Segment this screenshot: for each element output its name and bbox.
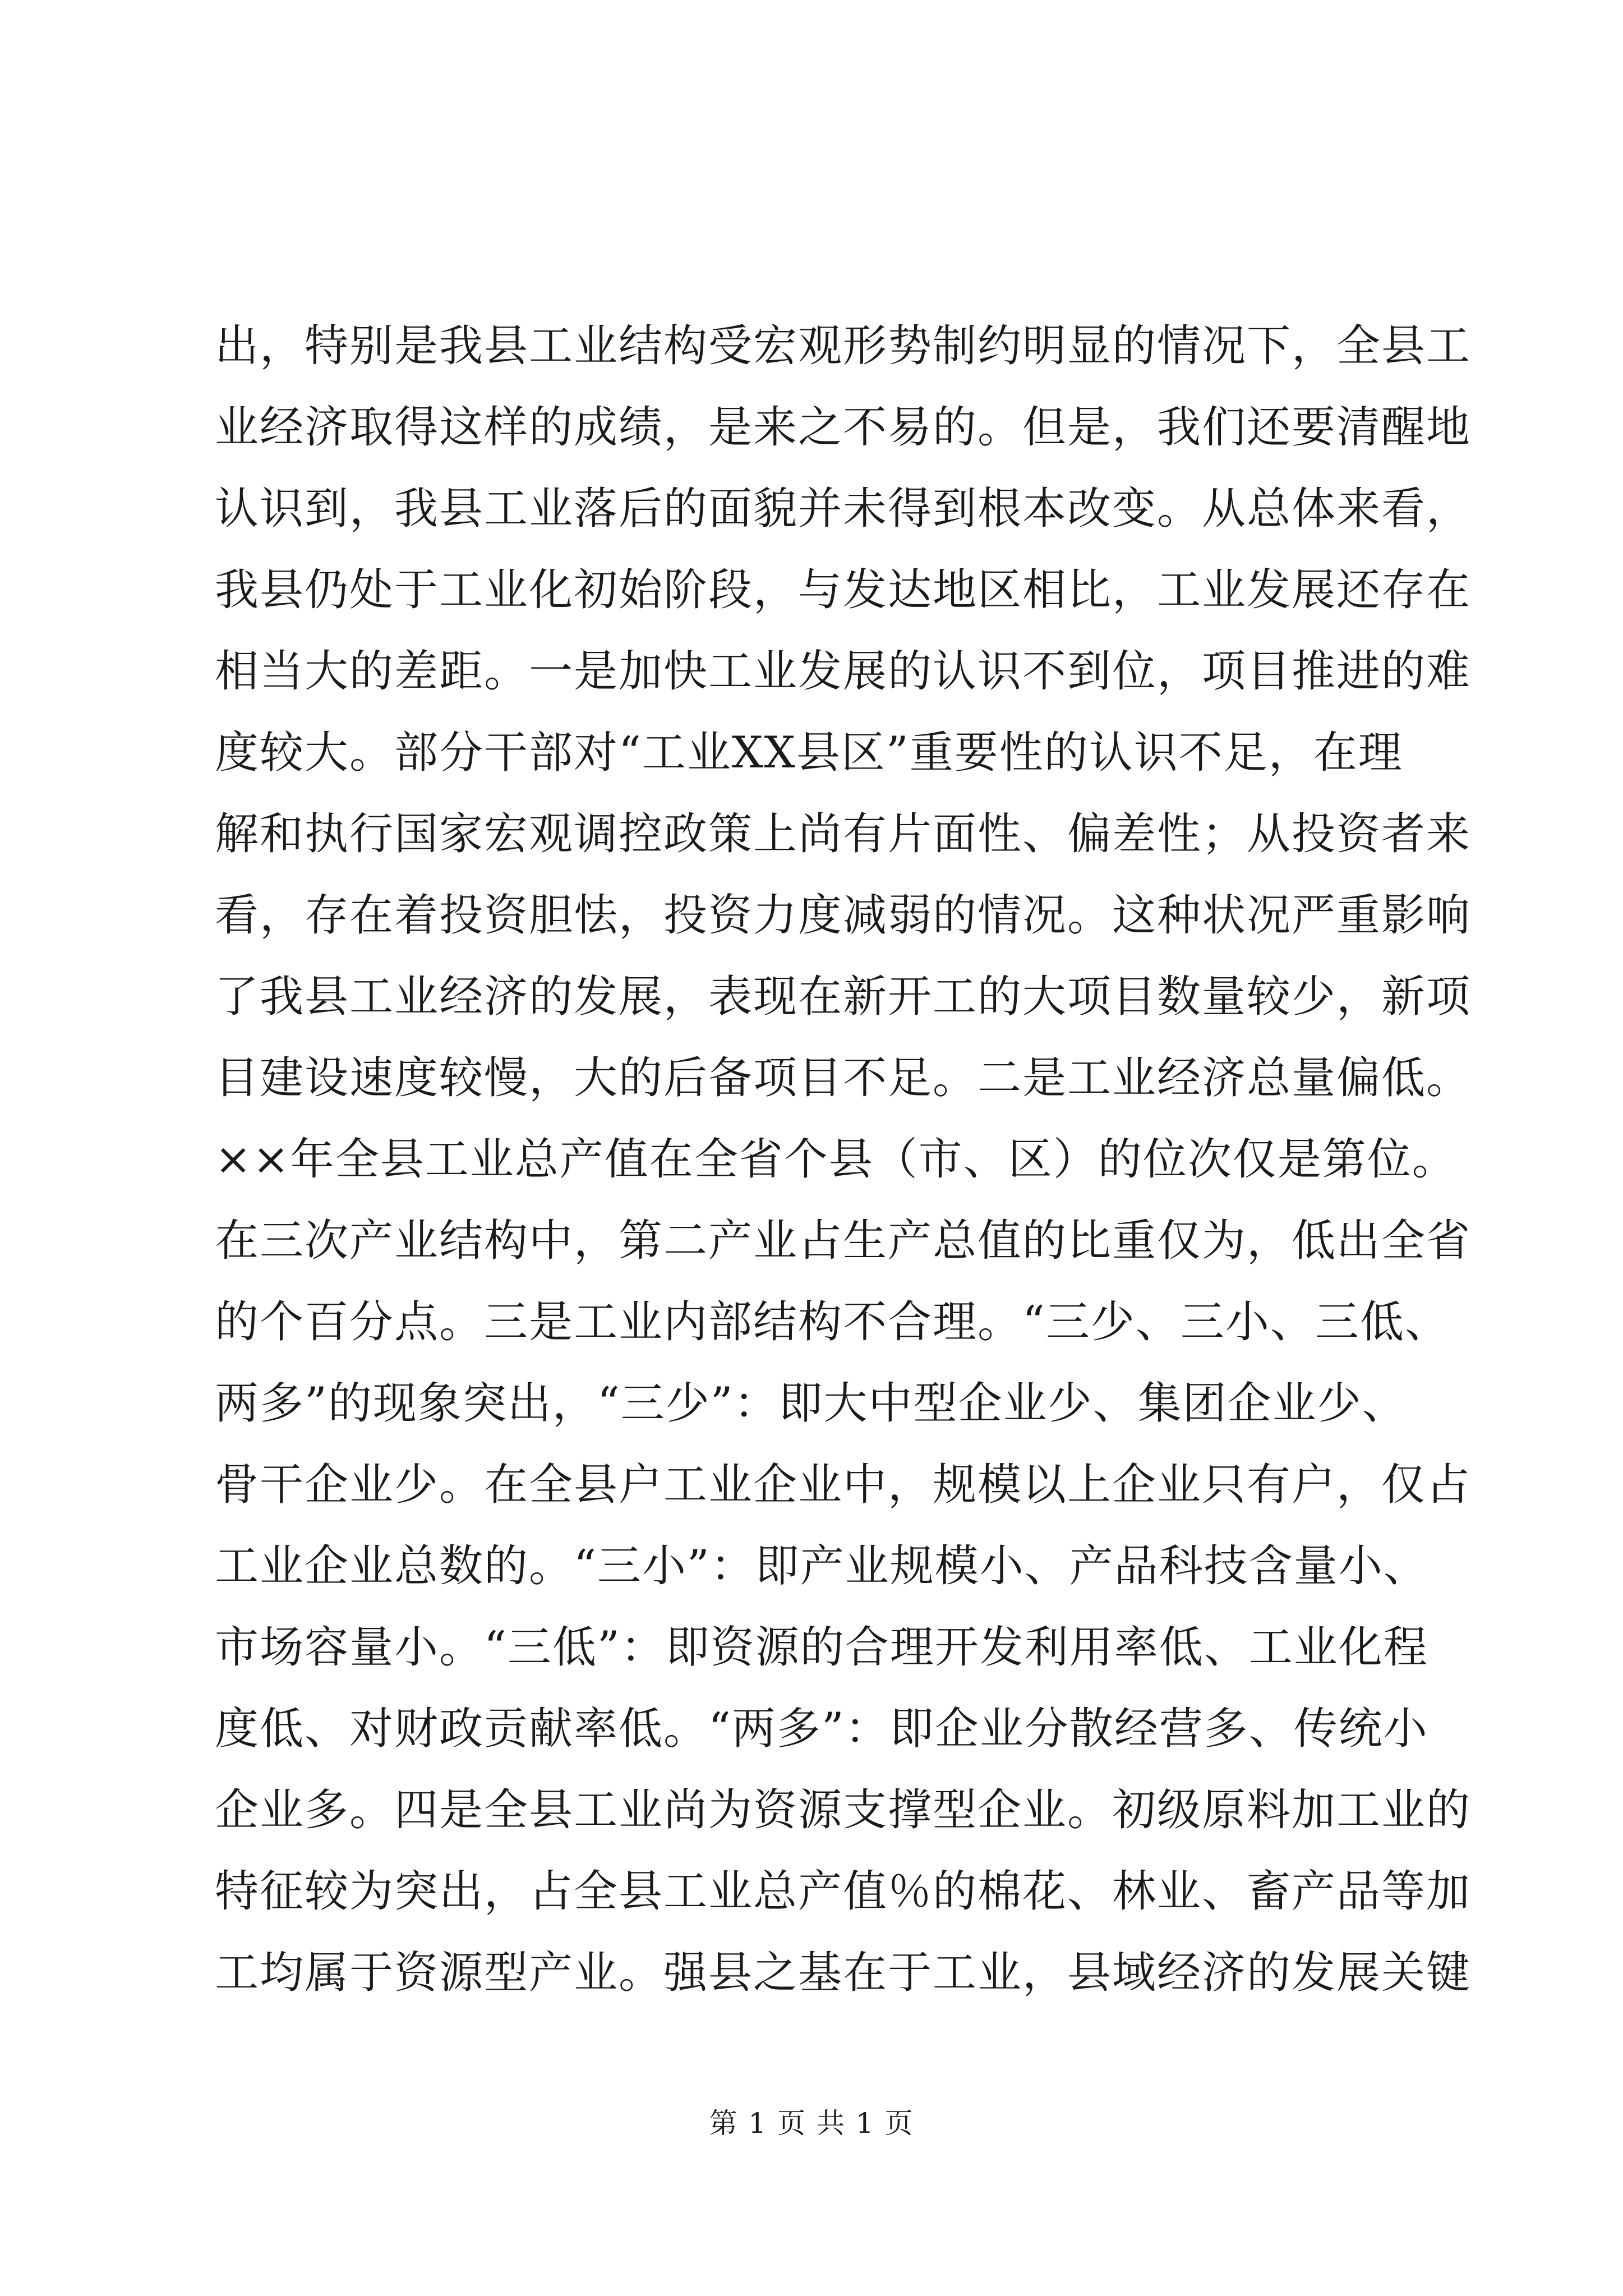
text-line: 骨干企业少。在全县户工业企业中，规模以上企业只有户，仅占 (215, 1460, 1472, 1510)
text-line: 解和执行国家宏观调控政策上尚有片面性、偏差性；从投资者来 (215, 809, 1472, 859)
text-line: 了我县工业经济的发展，表现在新开工的大项目数量较少，新项 (215, 972, 1472, 1022)
text-line: 看，存在着投资胆怯，投资力度减弱的情况。这种状况严重影响 (215, 890, 1472, 941)
text-line: 市场容量小。“三低”：即资源的合理开发利用率低、工业化程 (215, 1622, 1428, 1673)
text-line: 相当大的差距。一是加快工业发展的认识不到位，项目推进的难 (215, 646, 1472, 697)
text-line: 业经济取得这样的成绩，是来之不易的。但是，我们还要清醒地 (215, 402, 1472, 453)
text-line: 的个百分点。三是工业内部结构不合理。“三少、三小、三低、 (215, 1297, 1450, 1347)
text-line: 出，特别是我县工业结构受宏观形势制约明显的情况下，全县工 (215, 321, 1472, 371)
text-line: 企业多。四是全县工业尚为资源支撑型企业。初级原料加工业的 (215, 1785, 1472, 1835)
text-line: 工业企业总数的。“三小”：即产业规模小、产品科技含量小、 (215, 1541, 1428, 1591)
text-line: 认识到，我县工业落后的面貌并未得到根本改变。从总体来看， (215, 484, 1472, 534)
text-line: ××年全县工业总产值在全省个县（市、区）的位次仅是第位。 (215, 1134, 1457, 1185)
text-line: 在三次产业结构中，第二产业占生产总值的比重仅为，低出全省 (215, 1216, 1472, 1266)
text-line: 两多”的现象突出，“三少”：即大中型企业少、集团企业少、 (215, 1378, 1407, 1429)
body-text (215, 306, 1472, 2014)
text-line: 我县仍处于工业化初始阶段，与发达地区相比，工业发展还存在 (215, 565, 1472, 615)
text-line: 目建设速度较慢，大的后备项目不足。二是工业经济总量偏低。 (215, 1053, 1472, 1103)
text-line: 特征较为突出，占全县工业总产值％的棉花、林业、畜产品等加 (215, 1866, 1472, 1917)
text-line: 度低、对财政贡献率低。“两多”：即企业分散经营多、传统小 (215, 1704, 1428, 1754)
text-line: 工均属于资源型产业。强县之基在于工业，县域经济的发展关键 (215, 1948, 1472, 1998)
page-number-footer: 第 1 页 共 1 页 (709, 2107, 914, 2139)
text-line: 度较大。部分干部对“工业XX县区”重要性的认识不足，在理 (215, 728, 1403, 778)
